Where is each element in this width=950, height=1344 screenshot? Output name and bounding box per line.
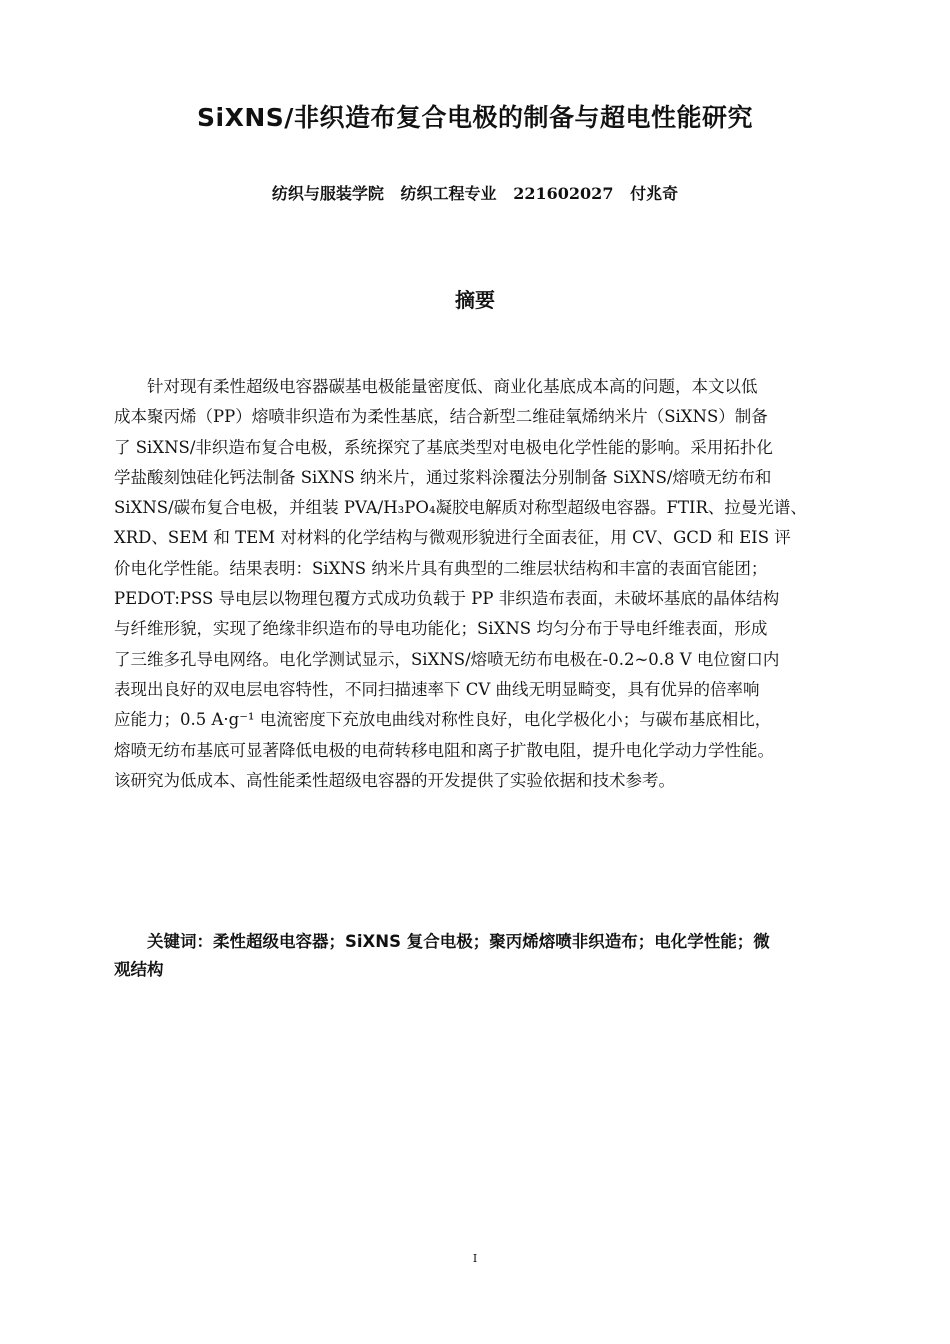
abstract-line: 应能力；0.5 A·g⁻¹ 电流密度下充放电曲线对称性良好，电化学极化小；与碳布基底相比， xyxy=(114,710,772,730)
abstract-line: 针对现有柔性超级电容器碳基电极能量密度低、商业化基底成本高的问题，本文以低 xyxy=(114,377,758,396)
keywords xyxy=(114,928,866,984)
abstract-line: 学盐酸刻蚀硅化钙法制备 SiXNS 纳米片，通过浆料涂覆法分别制备 SiXNS/熔喷无纺布和 xyxy=(114,467,772,487)
abstract-line: XRD、SEM 和 TEM 对材料的化学结构与微观形貌进行全面表征，用 CV、GCD 和 EIS 评 xyxy=(114,528,791,548)
abstract-line: 了三维多孔导电网络。电化学测试显示，SiXNS/熔喷无纺布电极在-0.2~0.8 V 电位窗口内 xyxy=(114,649,780,669)
abstract-line: 与纤维形貌，实现了绝缘非织造布的导电功能化；SiXNS 均匀分布于导电纤维表面，形成 xyxy=(114,619,768,639)
abstract-line: 成本聚丙烯（PP）熔喷非织造布为柔性基底，结合新型二维硅氧烯纳米片（SiXNS）制备 xyxy=(114,407,768,427)
abstract-line: 了 SiXNS/非织造布复合电极，系统探究了基底类型对电极电化学性能的影响。采用拓扑化 xyxy=(114,437,773,457)
author-line: 纺织与服装学院 纺织工程专业 221602027 付兆奇 xyxy=(271,184,679,203)
page-title: SiXNS/非织造布复合电极的制备与超电性能研究 xyxy=(197,103,753,132)
abstract-line: PEDOT:PSS 导电层以物理包覆方式成功负载于 PP 非织造布表面，未破坏基底的晶体结构 xyxy=(114,589,780,609)
abstract-line: 表现出良好的双电层电容特性，不同扫描速率下 CV 曲线无明显畸变，具有优异的倍率响 xyxy=(114,679,760,699)
page-number: I xyxy=(472,1252,478,1265)
abstract-line: 该研究为低成本、高性能柔性超级电容器的开发提供了实验依据和技术参考。 xyxy=(114,770,675,790)
abstract-body xyxy=(114,372,866,796)
keywords-line: 观结构 xyxy=(114,960,164,979)
abstract-heading: 摘要 xyxy=(455,288,495,312)
abstract-line: 价电化学性能。结果表明：SiXNS 纳米片具有典型的二维层状结构和丰富的表面官能团； xyxy=(114,558,768,578)
abstract-line: SiXNS/碳布复合电极，并组装 PVA/H₃PO₄凝胶电解质对称型超级电容器。FTIR、拉曼光谱、 xyxy=(114,498,807,518)
keywords-line: 关键词：柔性超级电容器；SiXNS 复合电极；聚丙烯熔喷非织造布；电化学性能；微 xyxy=(114,932,770,951)
abstract-line: 熔喷无纺布基底可显著降低电极的电荷转移电阻和离子扩散电阻，提升电化学动力学性能。 xyxy=(114,740,774,760)
